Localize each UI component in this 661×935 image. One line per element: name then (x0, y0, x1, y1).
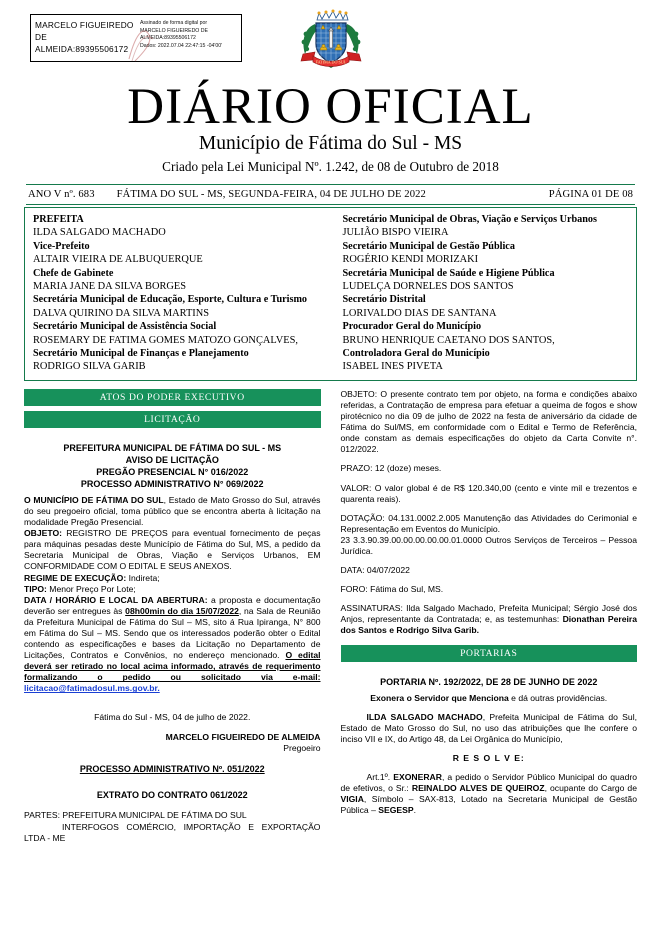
licitacao-tipo-text: Menor Preço Por Lote; (46, 583, 136, 594)
municipal-coat-of-arms-icon (295, 6, 367, 78)
portaria-body (341, 693, 638, 817)
licitacao-heading-pregao: PREGÃO PRESENCIAL N° 016/2022 (96, 466, 249, 477)
gazette-subtitle: Município de Fátima do Sul - MS (198, 133, 463, 154)
licitacao-intro-rest: , Estado de Mato Grosso do Sul, através do seu pregoeiro oficial, toma público que se encontra aberta à licitação na modalidade Pregão Presencial. (24, 494, 321, 528)
licitacao-heading-type: AVISO DE LICITAÇÃO (125, 454, 219, 465)
contrato-partes-label: PARTES: (24, 810, 60, 821)
signature-meta-line3: ALMEIDA:89395506172 (139, 35, 196, 42)
contrato-objeto-text: O presente contrato tem por objeto, na forma e condições abaixo referidas, a Contratação de empresa para efetuar a queima de fogos e show pirotécnico no dia 09 de julho de 2022 na festa de aniversário da cidade de Fátima do Sul/MS, em conformidade com o Edital e Termo de Referência, onde constam as demais especificações do objeto da Carta Convite n°. 012/2022. (340, 388, 637, 455)
contrato-prazo-paragraph (341, 463, 638, 474)
section-banner-portarias: PORTARIAS (341, 645, 638, 662)
licitacao-body (24, 495, 321, 695)
section-banner-licitacao: LICITAÇÃO (24, 411, 321, 428)
licitacao-data-text1: a proposta e documentação deverão ser entregues às (24, 594, 321, 616)
column-left (24, 389, 331, 852)
licitacao-signer-name: MARCELO FIGUEIREDO DE ALMEIDA (165, 731, 321, 742)
officials-column-right (331, 213, 637, 374)
portaria-ementa (341, 693, 638, 704)
licitacao-paragraph-objeto (24, 528, 321, 572)
official-name: ROGÉRIO KENDI MORIZAKI (342, 254, 479, 266)
licitacao-data-label: DATA / HORÁRIO E LOCAL DA ABERTURA: (24, 594, 208, 605)
portaria-resolve: R E S O L V E: (452, 752, 525, 763)
official-role: Controladora Geral do Município (342, 348, 490, 360)
contrato-prazo-text: 12 (doze) meses. (372, 463, 442, 474)
official-role: Secretário Municipal de Gestão Pública (342, 240, 515, 252)
signature-meta-line2: MARCELO FIGUEIREDO DE (139, 27, 208, 34)
official-role: Secretário Municipal de Obras, Viação e Serviços Urbanos (342, 214, 597, 225)
page-indicator: PÁGINA 01 DE 08 (548, 189, 633, 200)
official-role: Secretário Distrital (342, 294, 426, 306)
contrato-data-text: 04/07/2022 (364, 565, 410, 576)
licitacao-regime-text: Indireta; (126, 572, 160, 583)
licitacao-paragraph-tipo (24, 584, 321, 595)
issue-place-date: FÁTIMA DO SUL - MS, SEGUNDA-FEIRA, 04 DE JULHO DE 2022 (116, 189, 426, 200)
contrato-valor-label: VALOR: (340, 482, 372, 493)
contrato-assinaturas-label: ASSINATURAS: (340, 603, 403, 614)
contrato-partes (24, 810, 321, 843)
portaria-art1-department: SEGESP (378, 805, 414, 816)
portaria-preamble-rest: , Prefeita Municipal de Fátima do Sul, Estado de Mato Grosso do Sul, no uso das atribuições que lhe confere o inciso VII e IX, do Artigo 48, da Lei Orgânica do Município, (340, 711, 637, 744)
official-role: Secretária Municipal de Saúde e Higiene Pública (342, 267, 555, 279)
licitacao-tipo-label: TIPO: (24, 583, 47, 594)
official-name: LORIVALDO DIAS DE SANTANA (342, 307, 497, 319)
licitacao-paragraph-intro (24, 495, 321, 528)
signature-scribble-icon (127, 25, 157, 65)
signature-meta-line1: Assinado de forma digital por (139, 20, 208, 26)
gazette-law-line: Criado pela Lei Municipal Nº. 1.242, de 08 de Outubro de 2018 (162, 159, 499, 174)
contrato-data-paragraph (341, 565, 638, 576)
masthead-divider-bottom (26, 204, 635, 205)
contrato-foro-label: FORO: (340, 584, 368, 595)
contrato-assinaturas-text: Ilda Salgado Machado, Prefeita Municipal; Sérgio José dos Anjos, representante da Contratada; e, as testemunhas: (340, 603, 637, 625)
contrato-valor-text: O valor global é de R$ 120.340,00 (cento e vinte mil e trezentos e quarenta reais). (340, 482, 637, 504)
portaria-art1-position: VIGIA (340, 794, 364, 805)
contrato-dotacao-text: 04.131.0002.2.005 Manutenção das Atividades do Cerimonial e Representação em Eventos do Município. (340, 512, 637, 534)
section-banner-atos: ATOS DO PODER EXECUTIVO (24, 389, 321, 406)
portaria-art1-end: . (413, 805, 416, 816)
contrato-assinaturas-paragraph (341, 603, 638, 636)
portaria-art1-prefix: Art.1º. (366, 772, 394, 783)
svg-text:FATIMA DO SUL: FATIMA DO SUL (315, 59, 346, 65)
licitacao-email-link[interactable]: licitacao@fatimadosul.ms.gov.br. (24, 683, 160, 694)
portaria-art1-servant-name: REINALDO ALVES DE QUEIROZ (411, 783, 545, 794)
officials-roster (24, 207, 637, 381)
officials-column-left (25, 213, 331, 374)
contrato-processo-heading: PROCESSO ADMINISTRATIVO Nº. 051/2022 (79, 764, 265, 775)
official-name: ROSEMARY DE FATIMA GOMES MATOZO GONÇALVES, (33, 334, 298, 346)
gazette-title: DIÁRIO OFICIAL (127, 79, 534, 135)
official-name: BRUNO HENRIQUE CAETANO DOS SANTOS, (342, 334, 555, 346)
official-name: ISABEL INES PIVETA (342, 361, 443, 373)
signature-meta-line4: Dados: 2022.07.04 22:47:15 -04'00' (139, 42, 223, 49)
portaria-preamble (341, 712, 638, 745)
signature-name: MARCELO FIGUEIREDO DE ALMEIDA:89395506172 (35, 20, 134, 55)
portaria-ementa-bold: Exonera o Servidor que Menciona (370, 692, 509, 703)
licitacao-data-text2: , na Sala de Reunião da Prefeitura Municipal de Fátima do Sul – MS, sito á Rua Ipiranga, N° 800 em Fátima do Sul – MS. Sendo que os interessados poderão obter o Edital contendo as especificações e bases da Licitação no Departamento de Licitações, Contratos e Convênios, no endereço mencionado. (24, 605, 321, 661)
document-header (24, 0, 637, 78)
contrato-objeto-paragraph (341, 389, 638, 456)
licitacao-regime-label: REGIME DE EXECUÇÃO: (24, 572, 127, 583)
content-columns (24, 389, 637, 852)
official-name: JULIÃO BISPO VIEIRA (342, 227, 449, 239)
contrato-foro-paragraph (341, 584, 638, 595)
contrato-testemunhas: Dionathan Pereira dos Santos e Rodrigo Silva Garib. (340, 614, 638, 636)
official-name: RODRIGO SILVA GARIB (33, 361, 146, 373)
licitacao-heading-entity: PREFEITURA MUNICIPAL DE FÁTIMA DO SUL - MS (63, 442, 282, 453)
official-role: Procurador Geral do Município (342, 321, 482, 333)
licitacao-intro-bold: O MUNICÍPIO DE FÁTIMA DO SUL (24, 494, 164, 505)
licitacao-paragraph-abertura (24, 595, 321, 695)
contrato-dotacao-label: DOTAÇÃO: (340, 512, 385, 523)
official-role: Secretário Municipal de Assistência Social (33, 321, 217, 333)
licitacao-data-deadline: 08h00min do dia 15/07/2022 (125, 605, 239, 616)
portaria-preamble-authority: ILDA SALGADO MACHADO (366, 711, 483, 722)
official-name: DALVA QUIRINO DA SILVA MARTINS (33, 307, 210, 319)
official-role: Vice-Prefeito (33, 240, 90, 252)
contrato-prazo-label: PRAZO: (340, 463, 373, 474)
issue-info-bar (24, 185, 637, 204)
contrato-objeto-label: OBJETO: (340, 388, 378, 399)
portaria-art1-mid2: , ocupante do Cargo de (544, 783, 637, 794)
licitacao-local-date: Fátima do Sul - MS, 04 de julho de 2022. (94, 711, 251, 722)
portaria-title: PORTARIA Nº. 192/2022, DE 28 DE JUNHO DE 2022 (380, 676, 598, 687)
contrato-data-label: DATA: (340, 565, 365, 576)
digital-signature-box (30, 14, 242, 62)
contrato-partes-text2: INTERFOGOS COMÉRCIO, IMPORTAÇÃO E EXPORTAÇÃO LTDA - ME (24, 821, 321, 843)
official-name: ALTAIR VIEIRA DE ALBUQUERQUE (33, 254, 203, 266)
licitacao-edital-notice: O edital deverá ser retirado no local acima informado, através de requerimento formalizando o pedido ou solicitado via e-mail: (24, 650, 321, 683)
official-name: MARIA JANE DA SILVA BORGES (33, 281, 187, 293)
licitacao-paragraph-regime (24, 573, 321, 584)
contrato-partes-text: PREFEITURA MUNICIPAL DE FÁTIMA DO SUL (59, 810, 247, 821)
portaria-art1-mid: , a pedido o Servidor Público Municipal do quadro de efetivos, o Sr.: (340, 772, 637, 794)
contrato-dotacao-text2: 23 3.3.90.39.00.00.00.00.00.01.0000 Outros Serviços de Terceiros – Pessoa Jurídica. (340, 534, 637, 556)
contrato-body (341, 389, 638, 637)
portaria-article-1 (341, 772, 638, 816)
licitacao-signer-role: Pregoeiro (283, 743, 321, 754)
issue-year-number: ANO V nº. 683 (28, 189, 95, 200)
contrato-extrato-heading: EXTRATO DO CONTRATO 061/2022 (96, 790, 248, 801)
official-name: LUDELÇA DORNELES DOS SANTOS (342, 281, 514, 293)
licitacao-heading-processo: PROCESSO ADMINISTRATIVO N° 069/2022 (80, 478, 264, 489)
contrato-partes-paragraph (24, 810, 321, 843)
column-right (331, 389, 638, 852)
contrato-dotacao-paragraph (341, 513, 638, 557)
contrato-valor-paragraph (341, 483, 638, 505)
official-role: Secretária Municipal de Educação, Esporte, Cultura e Turismo (33, 294, 308, 306)
official-name: ILDA SALGADO MACHADO (33, 227, 166, 239)
portaria-art1-mid3: , Símbolo – SAX-813, Lotado na Secretaria Municipal de Gestão Pública – (340, 794, 637, 816)
contrato-foro-text: Fátima do Sul, MS. (367, 584, 444, 595)
official-role: Chefe de Gabinete (33, 267, 114, 279)
licitacao-objeto-label: OBJETO: (24, 528, 63, 539)
official-role: PREFEITA (33, 214, 84, 225)
portaria-art1-verb: EXONERAR (393, 772, 442, 783)
portaria-ementa-rest: e dá outras providências. (508, 692, 608, 703)
official-role: Secretário Municipal de Finanças e Planejamento (33, 348, 249, 360)
licitacao-objeto-text: REGISTRO DE PREÇOS para eventual fornecimento de peças para máquinas pesadas deste Município de Fátima do Sul, MS, a pedido da Secretaria Municipal de Obras, Viação e Serviços Urbanos, EM CONFORMIDADE COM O EDITAL E SEUS ANEXOS. (24, 528, 321, 572)
